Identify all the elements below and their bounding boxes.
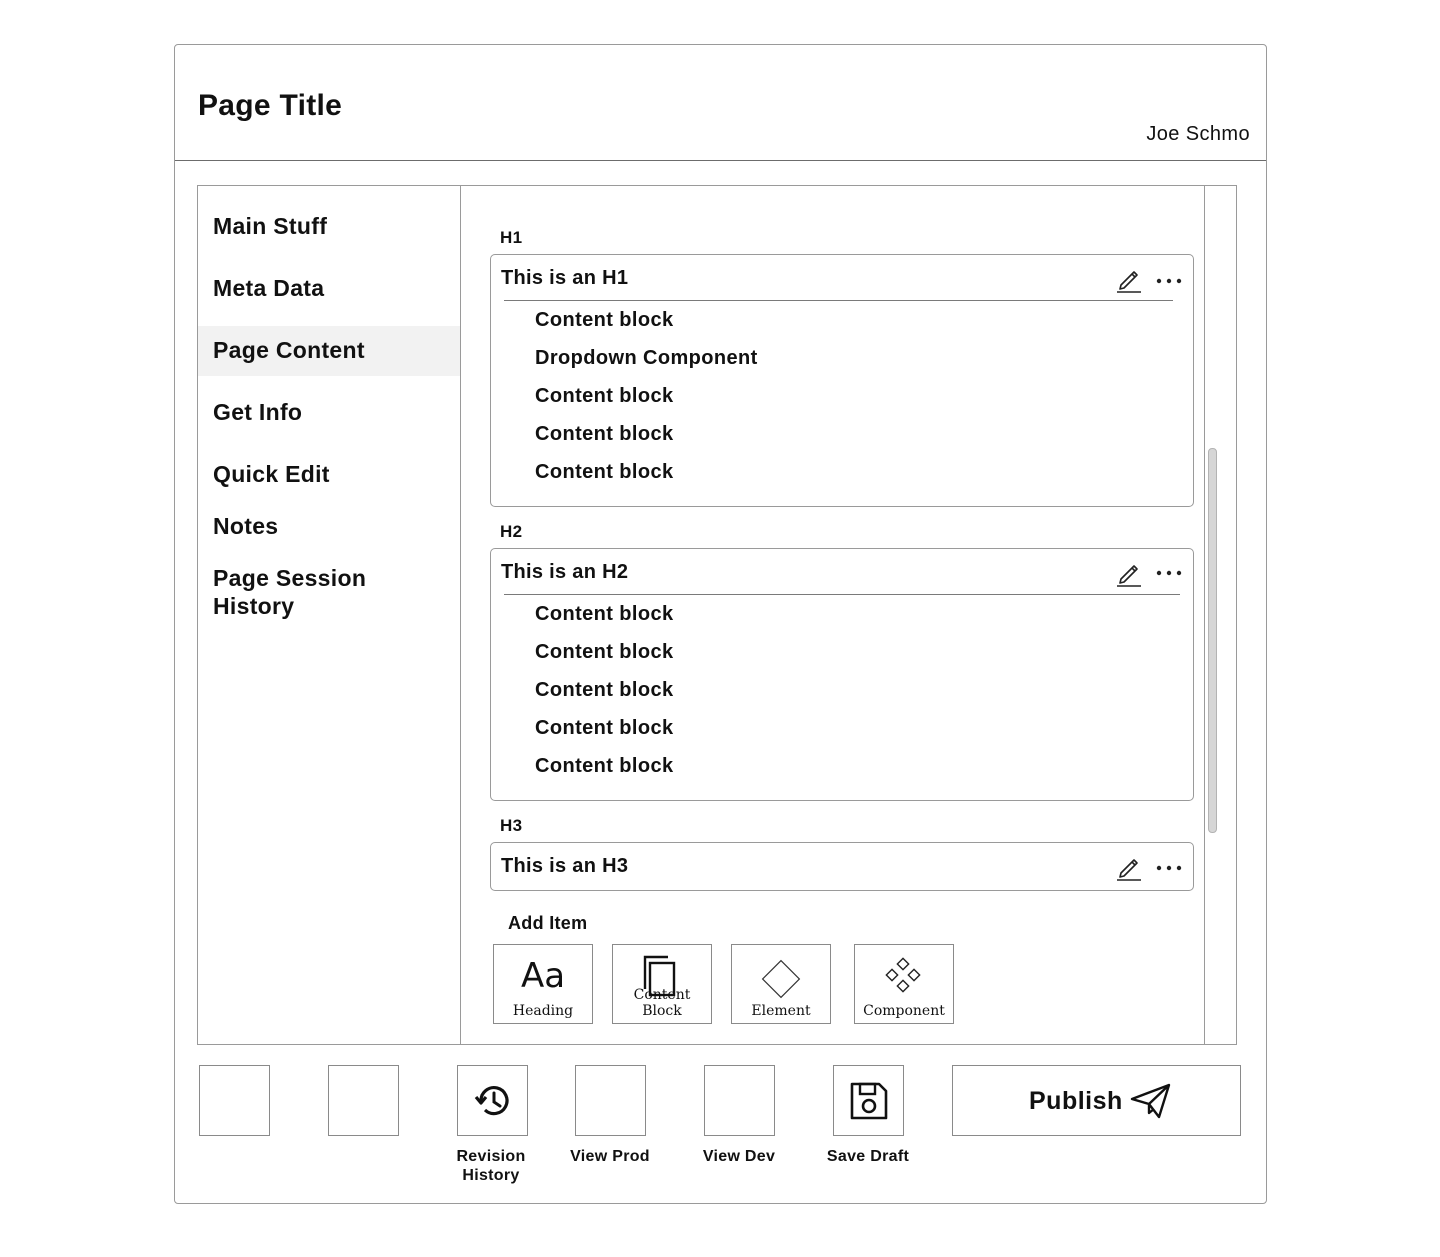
save-draft-button[interactable] (833, 1065, 904, 1136)
add-component-label: Component (863, 1003, 945, 1019)
sidebar-item-page-content[interactable]: Page Content (198, 326, 460, 376)
revision-history-label: Revision History (456, 1148, 526, 1184)
publish-button[interactable] (952, 1065, 1241, 1136)
workspace (197, 185, 1237, 1045)
send-icon (1130, 1082, 1172, 1120)
diamond-icon (759, 957, 803, 1001)
sidebar-item-get-info[interactable]: Get Info (213, 399, 303, 425)
history-icon (473, 1081, 513, 1121)
save-draft-label: Save Draft (826, 1148, 910, 1165)
revision-history-button[interactable] (457, 1065, 528, 1136)
card-divider (504, 300, 1173, 301)
user-name[interactable]: Joe Schmo (1146, 123, 1250, 145)
sidebar-item-notes[interactable]: Notes (213, 513, 279, 539)
content-block-item[interactable]: Content block (535, 755, 674, 777)
more-options-icon[interactable] (1154, 267, 1184, 293)
heading-card-h3 (490, 842, 1194, 891)
content-block-item[interactable]: Content block (535, 603, 674, 625)
card-title: This is an H1 (501, 267, 629, 289)
content-block-item[interactable]: Content block (535, 641, 674, 663)
add-content-block-button[interactable] (612, 944, 712, 1024)
dropdown-component-item[interactable]: Dropdown Component (535, 347, 758, 369)
toolbar-button-blank-1[interactable] (199, 1065, 270, 1136)
content-block-item[interactable]: Content block (535, 423, 674, 445)
sidebar-item-meta-data[interactable]: Meta Data (213, 275, 325, 301)
page-title: Page Title (198, 89, 343, 122)
toolbar-button-blank-2[interactable] (328, 1065, 399, 1136)
sidebar-item-quick-edit[interactable]: Quick Edit (213, 461, 330, 487)
add-element-label: Element (751, 1003, 811, 1019)
component-icon (882, 955, 926, 999)
heading-card-h1 (490, 254, 1194, 507)
view-prod-button[interactable] (575, 1065, 646, 1136)
section-label-h2: H2 (500, 522, 523, 541)
section-label-h1: H1 (500, 228, 523, 247)
pencil-icon[interactable] (1115, 852, 1143, 882)
content-block-item[interactable]: Content block (535, 717, 674, 739)
header (175, 45, 1266, 161)
content-block-item[interactable]: Content block (535, 679, 674, 701)
publish-label: Publish (1029, 1087, 1123, 1115)
content-block-item[interactable]: Content block (535, 385, 674, 407)
add-component-button[interactable] (854, 944, 954, 1024)
content-block-item[interactable]: Content block (535, 309, 674, 331)
sidebar-item-main-stuff[interactable]: Main Stuff (213, 213, 328, 239)
card-divider (504, 594, 1180, 595)
heading-icon (513, 955, 573, 997)
heading-card-h2 (490, 548, 1194, 801)
add-content-block-label: Content Block (633, 987, 691, 1019)
more-options-icon[interactable] (1154, 854, 1184, 880)
scrollbar-thumb[interactable] (1208, 448, 1217, 833)
view-dev-button[interactable] (704, 1065, 775, 1136)
card-title: This is an H3 (501, 855, 629, 877)
add-item-label: Add Item (508, 913, 588, 933)
save-icon (849, 1081, 889, 1121)
sidebar-item-page-session-history[interactable]: Page Session History (213, 565, 367, 619)
add-heading-label: Heading (512, 1003, 574, 1019)
pencil-icon[interactable] (1115, 558, 1143, 588)
view-prod-label: View Prod (570, 1148, 650, 1165)
content-block-item[interactable]: Content block (535, 461, 674, 483)
sidebar (198, 186, 461, 1044)
content-scrollbar[interactable] (1204, 186, 1220, 1044)
card-title: This is an H2 (501, 561, 629, 583)
add-element-button[interactable] (731, 944, 831, 1024)
section-label-h3: H3 (500, 816, 523, 835)
view-dev-label: View Dev (702, 1148, 776, 1165)
add-heading-button[interactable] (493, 944, 593, 1024)
heading-icon-glyph: Aa (520, 956, 566, 996)
pencil-icon[interactable] (1115, 264, 1143, 294)
page-content-panel (462, 186, 1220, 1044)
more-options-icon[interactable] (1154, 559, 1184, 585)
